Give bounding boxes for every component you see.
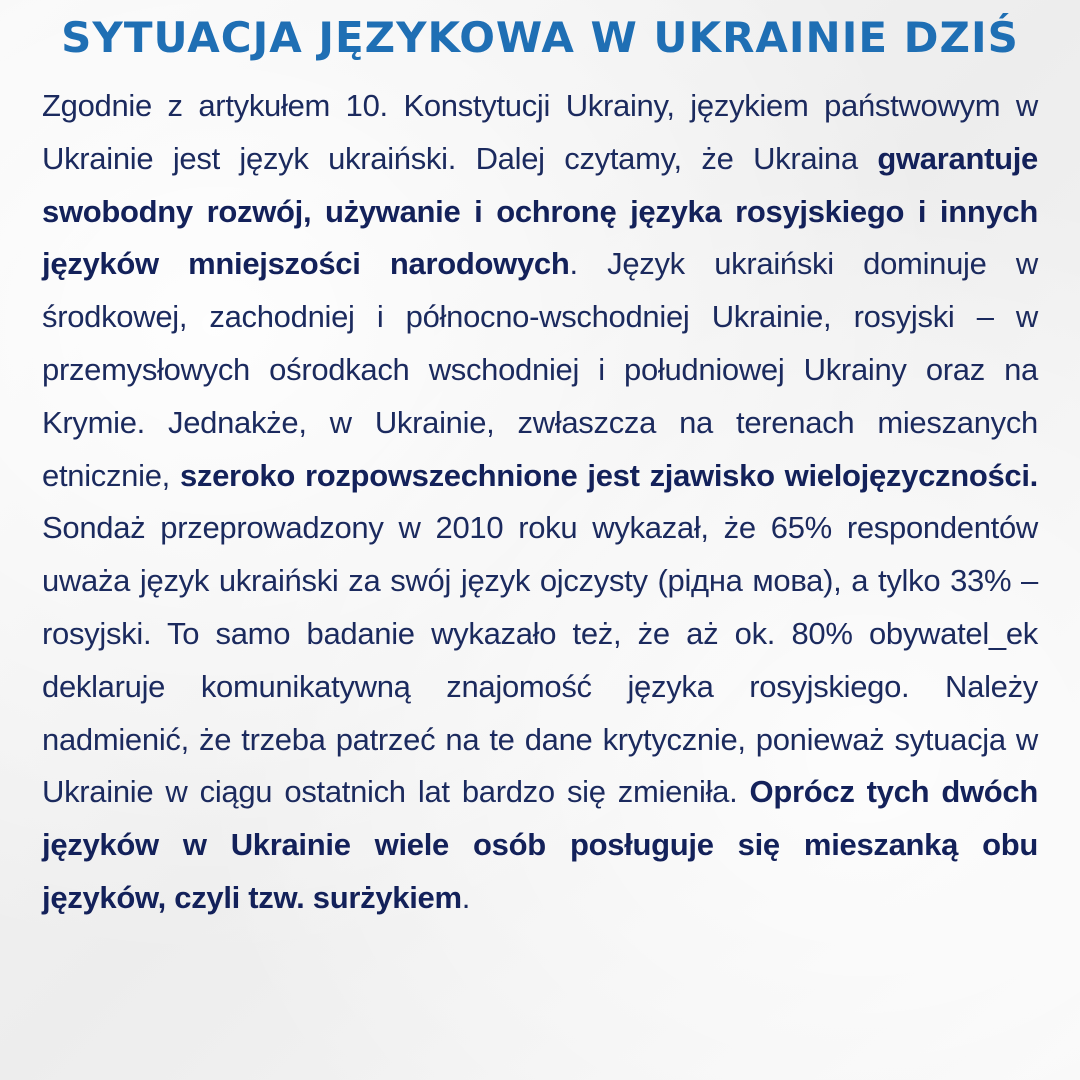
bold-text-segment: szeroko rozpowszechnione jest zjawisko wielojęzyczności. bbox=[179, 457, 1038, 493]
text-segment: . bbox=[461, 879, 471, 915]
bold-text-segment: gwarantuje swobodny rozwój, używanie i ochronę języka rosyjskiego i innych języków mniejszości narodowych bbox=[42, 140, 1038, 282]
text-segment: . Język ukraiński dominuje w środkowej, zachodniej i północno-wschodniej Ukrainie, rosyjski – w przemysłowych ośrodkach wschodniej i południowej Ukrainy oraz na Krymie. Jednakże, w Ukrainie, zwłaszcza na terenach mieszanych etnicznie, bbox=[42, 246, 1038, 493]
page-title: SYTUACJA JĘZYKOWA W UKRAINIE DZIŚ bbox=[61, 13, 1019, 62]
article-paragraph bbox=[42, 80, 1038, 925]
bold-text-segment: Oprócz tych dwóch języków w Ukrainie wiele osób posługuje się mieszanką obu języków, czyli tzw. surżykiem bbox=[42, 774, 1038, 915]
text-segment: Sondaż przeprowadzony w 2010 roku wykazał, że 65% respondentów uważa język ukraiński za swój język ojczysty (рідна мова), a tylko 33% – rosyjski. To samo badanie wykazało też, że aż ok. 80% obywatel_ek deklaruje komunikatywną znajomość języka rosyjskiego. Należy nadmienić, że trzeba patrzeć na te dane krytycznie, ponieważ sytuacja w Ukrainie w ciągu ostatnich lat bardzo się zmieniła. bbox=[42, 510, 1038, 810]
text-segment: Zgodnie z artykułem 10. Konstytucji Ukrainy, językiem państwowym w Ukrainie jest język ukraiński. Dalej czytamy, że Ukraina bbox=[42, 88, 1038, 176]
